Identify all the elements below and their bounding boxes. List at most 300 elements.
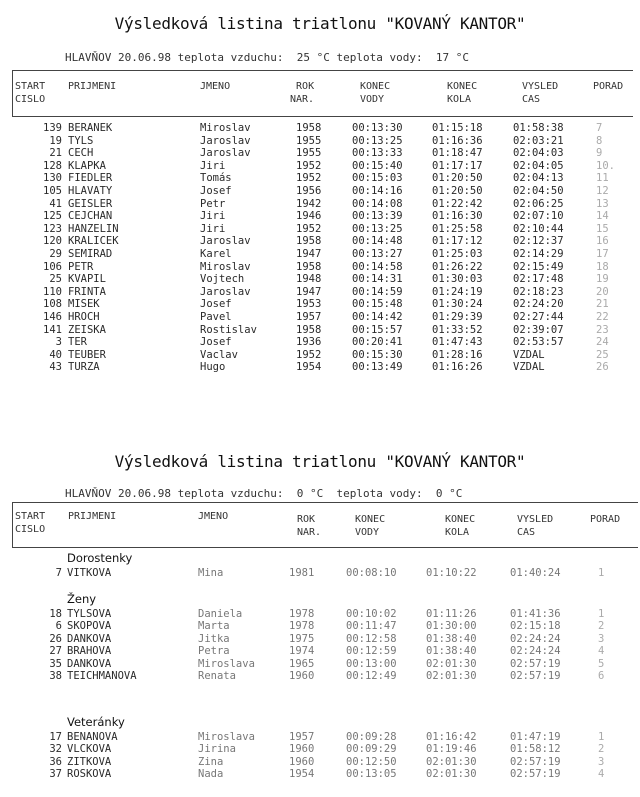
cell-prijmeni: ZITKOVA xyxy=(67,755,112,768)
table-row xyxy=(0,567,640,579)
cell-start: 37 xyxy=(49,768,62,781)
cell-prijmeni: KVAPIL xyxy=(68,273,106,286)
cell-poradi: 20 xyxy=(596,285,609,298)
table-row xyxy=(0,147,640,159)
cell-jmeno: Jaroslav xyxy=(200,235,251,248)
cell-rok: 1974 xyxy=(289,645,315,658)
cell-jmeno: Josef xyxy=(200,298,232,311)
cell-voda: 00:09:29 xyxy=(346,743,397,756)
cell-kolo: 01:30:24 xyxy=(432,298,483,311)
header-kolo: KONEC KOLA xyxy=(445,514,476,538)
cell-rok: 1955 xyxy=(296,134,322,147)
cell-start: 128 xyxy=(43,159,62,172)
cell-prijmeni: SKOPOVA xyxy=(67,620,112,633)
cell-voda: 00:13:30 xyxy=(352,122,403,134)
cell-prijmeni: BERANEK xyxy=(68,122,113,134)
cell-poradi: 8 xyxy=(596,134,603,147)
cell-cas: 02:07:10 xyxy=(513,210,564,223)
cell-kolo: 01:20:50 xyxy=(432,185,483,197)
cell-kolo: 01:28:16 xyxy=(432,348,483,361)
cell-cas: 02:53:57 xyxy=(513,336,564,349)
cell-jmeno: Renata xyxy=(198,670,236,682)
cell-rok: 1958 xyxy=(296,235,322,248)
cell-kolo: 01:16:36 xyxy=(432,134,483,147)
cell-jmeno: Jirina xyxy=(198,743,236,756)
cell-rok: 1952 xyxy=(296,222,322,235)
table-row xyxy=(0,273,640,285)
cell-jmeno: Jaroslav xyxy=(200,134,251,147)
cell-cas: 01:58:38 xyxy=(513,122,564,134)
cell-jmeno: Josef xyxy=(200,336,232,349)
cell-voda: 00:12:50 xyxy=(346,755,397,768)
cell-jmeno: Jiri xyxy=(200,159,226,172)
cell-cas: 01:41:36 xyxy=(510,608,561,620)
cell-rok: 1952 xyxy=(296,172,322,185)
table-row xyxy=(0,658,640,670)
cell-prijmeni: SEMIRAD xyxy=(68,248,113,260)
cell-voda: 00:15:30 xyxy=(352,348,403,361)
header-poradi: PORAD xyxy=(590,514,621,525)
cell-jmeno: Miroslava xyxy=(198,731,255,743)
cell-cas: 02:27:44 xyxy=(513,311,564,323)
cell-cas: 01:58:12 xyxy=(510,743,561,756)
cell-voda: 00:13:25 xyxy=(352,222,403,235)
header-kolo: KONEC KOLA xyxy=(447,81,478,105)
cell-kolo: 01:38:40 xyxy=(426,632,477,645)
table-row xyxy=(0,235,640,247)
header-poradi: PORAD xyxy=(593,81,624,92)
cell-poradi: 9 xyxy=(596,147,603,160)
group-heading: Ženy xyxy=(67,592,97,606)
cell-poradi: 10. xyxy=(596,159,615,172)
cell-start: 120 xyxy=(43,235,62,248)
cell-jmeno: Petra xyxy=(198,645,230,658)
cell-jmeno: Jaroslav xyxy=(200,285,251,298)
cell-kolo: 01:30:03 xyxy=(432,273,483,286)
cell-kolo: 01:38:40 xyxy=(426,645,477,658)
cell-voda: 00:13:00 xyxy=(346,657,397,670)
table-row xyxy=(0,361,640,373)
cell-rok: 1960 xyxy=(289,743,315,756)
cell-start: 7 xyxy=(55,567,62,579)
cell-prijmeni: PETR xyxy=(68,260,94,273)
cell-poradi: 5 xyxy=(598,657,605,670)
cell-cas: 02:04:05 xyxy=(513,159,564,172)
cell-jmeno: Petr xyxy=(200,197,226,210)
cell-cas: 02:14:29 xyxy=(513,248,564,260)
cell-voda: 00:20:41 xyxy=(352,336,403,349)
cell-jmeno: Hugo xyxy=(200,361,226,374)
cell-poradi: 4 xyxy=(598,645,605,658)
cell-cas: 02:24:24 xyxy=(510,632,561,645)
cell-cas: 01:40:24 xyxy=(510,567,561,579)
cell-voda: 00:13:05 xyxy=(346,768,397,781)
cell-poradi: 14 xyxy=(596,210,609,223)
cell-rok: 1975 xyxy=(289,632,315,645)
cell-rok: 1947 xyxy=(296,248,322,260)
cell-rok: 1947 xyxy=(296,285,322,298)
cell-poradi: 16 xyxy=(596,235,609,248)
table-row xyxy=(0,336,640,348)
cell-kolo: 01:19:46 xyxy=(426,743,477,756)
cell-poradi: 11 xyxy=(596,172,609,185)
cell-rok: 1946 xyxy=(296,210,322,223)
cell-jmeno: Karel xyxy=(200,248,232,260)
table-row xyxy=(0,608,640,620)
cell-kolo: 01:22:42 xyxy=(432,197,483,210)
table-row xyxy=(0,349,640,361)
cell-voda: 00:13:27 xyxy=(352,248,403,260)
cell-cas: 02:04:50 xyxy=(513,185,564,197)
cell-kolo: 01:25:58 xyxy=(432,222,483,235)
cell-voda: 00:14:31 xyxy=(352,273,403,286)
cell-start: 141 xyxy=(43,323,62,336)
cell-rok: 1956 xyxy=(296,185,322,197)
cell-prijmeni: TER xyxy=(68,336,87,349)
cell-voda: 00:14:59 xyxy=(352,285,403,298)
cell-poradi: 2 xyxy=(598,620,605,633)
cell-kolo: 01:17:12 xyxy=(432,235,483,248)
cell-prijmeni: KRALICEK xyxy=(68,235,119,248)
cell-jmeno: Vojtech xyxy=(200,273,245,286)
cell-rok: 1954 xyxy=(289,768,315,781)
cell-poradi: 15 xyxy=(596,222,609,235)
cell-cas: 02:04:13 xyxy=(513,172,564,185)
cell-start: 32 xyxy=(49,743,62,756)
cell-jmeno: Rostislav xyxy=(200,323,257,336)
cell-cas: 02:57:19 xyxy=(510,670,561,682)
cell-kolo: 01:24:19 xyxy=(432,285,483,298)
cell-jmeno: Pavel xyxy=(200,311,232,323)
cell-voda: 00:12:58 xyxy=(346,632,397,645)
header-jmeno: JMENO xyxy=(200,81,231,92)
cell-cas: 02:15:49 xyxy=(513,260,564,273)
cell-voda: 00:11:47 xyxy=(346,620,397,633)
cell-voda: 00:14:08 xyxy=(352,197,403,210)
cell-jmeno: Miroslav xyxy=(200,122,251,134)
cell-kolo: 01:16:42 xyxy=(426,731,477,743)
cell-rok: 1936 xyxy=(296,336,322,349)
cell-poradi: 13 xyxy=(596,197,609,210)
cell-prijmeni: TYLSOVA xyxy=(67,608,112,620)
header-voda: KONEC VODY xyxy=(360,81,391,105)
cell-rok: 1958 xyxy=(296,260,322,273)
cell-jmeno: Zina xyxy=(198,755,224,768)
header-voda: KONEC VODY xyxy=(355,514,386,538)
cell-rok: 1955 xyxy=(296,147,322,160)
cell-poradi: 7 xyxy=(596,122,603,134)
cell-cas: 02:57:19 xyxy=(510,768,561,781)
cell-prijmeni: ROSKOVA xyxy=(67,768,112,781)
cell-cas: 02:03:21 xyxy=(513,134,564,147)
cell-jmeno: Mina xyxy=(198,567,224,579)
cell-voda: 00:14:58 xyxy=(352,260,403,273)
cell-jmeno: Jaroslav xyxy=(200,147,251,160)
cell-jmeno: Miroslava xyxy=(198,657,255,670)
cell-start: 25 xyxy=(49,273,62,286)
cell-rok: 1957 xyxy=(296,311,322,323)
cell-cas: 01:47:19 xyxy=(510,731,561,743)
cell-poradi: 18 xyxy=(596,260,609,273)
header-start: START CISLO xyxy=(15,81,46,105)
cell-cas: 02:39:07 xyxy=(513,323,564,336)
cell-poradi: 1 xyxy=(598,608,605,620)
cell-start: 106 xyxy=(43,260,62,273)
cell-poradi: 2 xyxy=(598,743,605,756)
cell-start: 110 xyxy=(43,285,62,298)
cell-cas: 02:12:37 xyxy=(513,235,564,248)
cell-voda: 00:14:48 xyxy=(352,235,403,248)
cell-prijmeni: ZEISKA xyxy=(68,323,106,336)
table-row xyxy=(0,620,640,632)
cell-prijmeni: VLCKOVA xyxy=(67,743,112,756)
cell-kolo: 01:30:00 xyxy=(426,620,477,633)
cell-rok: 1960 xyxy=(289,670,315,682)
cell-jmeno: Jiri xyxy=(200,210,226,223)
cell-rok: 1981 xyxy=(289,567,315,579)
cell-prijmeni: TEUBER xyxy=(68,348,106,361)
cell-start: 139 xyxy=(43,122,62,134)
cell-kolo: 01:25:03 xyxy=(432,248,483,260)
cell-cas: VZDAL xyxy=(513,348,545,361)
cell-start: 19 xyxy=(49,134,62,147)
cell-kolo: 02:01:30 xyxy=(426,755,477,768)
group-heading: Veteránky xyxy=(67,715,125,729)
cell-poradi: 1 xyxy=(598,731,605,743)
cell-prijmeni: FIEDLER xyxy=(68,172,113,185)
cell-kolo: 01:47:43 xyxy=(432,336,483,349)
table-row xyxy=(0,286,640,298)
table-row xyxy=(0,298,640,310)
cell-cas: 02:24:20 xyxy=(513,298,564,311)
cell-poradi: 21 xyxy=(596,298,609,311)
table-row xyxy=(0,743,640,755)
cell-start: 21 xyxy=(49,147,62,160)
cell-kolo: 01:29:39 xyxy=(432,311,483,323)
table-row xyxy=(0,731,640,743)
cell-poradi: 24 xyxy=(596,336,609,349)
cell-poradi: 6 xyxy=(598,670,605,682)
cell-start: 123 xyxy=(43,222,62,235)
cell-start: 36 xyxy=(49,755,62,768)
sheet1-subline: HLAVŇOV 20.06.98 teplota vzduchu: 25 °C teplota vody: 17 °C xyxy=(65,51,469,64)
cell-start: 3 xyxy=(55,336,62,349)
cell-cas: 02:17:48 xyxy=(513,273,564,286)
cell-kolo: 01:16:26 xyxy=(432,361,483,374)
cell-start: 130 xyxy=(43,172,62,185)
cell-prijmeni: CECH xyxy=(68,147,94,160)
cell-rok: 1958 xyxy=(296,323,322,336)
table-row xyxy=(0,122,640,134)
table-row xyxy=(0,633,640,645)
cell-jmeno: Jiri xyxy=(200,222,226,235)
cell-prijmeni: FRINTA xyxy=(68,285,106,298)
header-vysled: VYSLED CAS xyxy=(517,514,554,538)
cell-cas: 02:06:25 xyxy=(513,197,564,210)
cell-start: 26 xyxy=(49,632,62,645)
cell-prijmeni: HLAVATY xyxy=(68,185,113,197)
cell-voda: 00:15:03 xyxy=(352,172,403,185)
cell-rok: 1960 xyxy=(289,755,315,768)
header-prijmeni: PRIJMENI xyxy=(68,511,117,522)
header-jmeno: JMENO xyxy=(198,511,229,522)
cell-voda: 00:13:39 xyxy=(352,210,403,223)
cell-kolo: 01:16:30 xyxy=(432,210,483,223)
cell-start: 27 xyxy=(49,645,62,658)
cell-start: 17 xyxy=(49,731,62,743)
cell-prijmeni: KLAPKA xyxy=(68,159,106,172)
table-row xyxy=(0,645,640,657)
cell-rok: 1952 xyxy=(296,348,322,361)
cell-voda: 00:14:42 xyxy=(352,311,403,323)
cell-rok: 1978 xyxy=(289,620,315,633)
cell-voda: 00:10:02 xyxy=(346,608,397,620)
cell-voda: 00:12:59 xyxy=(346,645,397,658)
cell-poradi: 17 xyxy=(596,248,609,260)
cell-poradi: 26 xyxy=(596,361,609,374)
cell-rok: 1954 xyxy=(296,361,322,374)
cell-rok: 1978 xyxy=(289,608,315,620)
cell-rok: 1958 xyxy=(296,122,322,134)
cell-rok: 1953 xyxy=(296,298,322,311)
cell-poradi: 12 xyxy=(596,185,609,197)
cell-start: 18 xyxy=(49,608,62,620)
cell-cas: 02:10:44 xyxy=(513,222,564,235)
cell-rok: 1952 xyxy=(296,159,322,172)
cell-start: 29 xyxy=(49,248,62,260)
cell-kolo: 02:01:30 xyxy=(426,657,477,670)
cell-voda: 00:13:49 xyxy=(352,361,403,374)
cell-prijmeni: TEICHMANOVA xyxy=(67,670,137,682)
cell-poradi: 25 xyxy=(596,348,609,361)
table-row xyxy=(0,248,640,260)
header-rok: ROK NAR. xyxy=(290,81,315,105)
cell-jmeno: Nada xyxy=(198,768,224,781)
cell-kolo: 01:18:47 xyxy=(432,147,483,160)
cell-rok: 1948 xyxy=(296,273,322,286)
sheet2-subline: HLAVŇOV 20.06.98 teplota vzduchu: 0 °C teplota vody: 0 °C xyxy=(65,487,463,500)
cell-prijmeni: DANKOVA xyxy=(67,632,112,645)
cell-start: 146 xyxy=(43,311,62,323)
cell-poradi: 19 xyxy=(596,273,609,286)
cell-prijmeni: MISEK xyxy=(68,298,100,311)
cell-prijmeni: GEISLER xyxy=(68,197,113,210)
cell-jmeno: Jitka xyxy=(198,632,230,645)
cell-voda: 00:12:49 xyxy=(346,670,397,682)
group-heading: Dorostenky xyxy=(67,551,133,565)
cell-start: 38 xyxy=(49,670,62,682)
cell-cas: 02:57:19 xyxy=(510,755,561,768)
cell-prijmeni: TURZA xyxy=(68,361,100,374)
cell-voda: 00:15:57 xyxy=(352,323,403,336)
cell-kolo: 02:01:30 xyxy=(426,768,477,781)
cell-start: 6 xyxy=(55,620,62,633)
cell-jmeno: Marta xyxy=(198,620,230,633)
cell-cas: VZDAL xyxy=(513,361,545,374)
cell-rok: 1942 xyxy=(296,197,322,210)
cell-rok: 1965 xyxy=(289,657,315,670)
cell-cas: 02:04:03 xyxy=(513,147,564,160)
cell-poradi: 1 xyxy=(598,567,605,579)
cell-rok: 1957 xyxy=(289,731,315,743)
cell-start: 108 xyxy=(43,298,62,311)
table-row xyxy=(0,185,640,197)
cell-prijmeni: BRAHOVA xyxy=(67,645,112,658)
cell-jmeno: Miroslav xyxy=(200,260,251,273)
cell-prijmeni: BENANOVA xyxy=(67,731,118,743)
cell-voda: 00:13:33 xyxy=(352,147,403,160)
cell-prijmeni: DANKOVA xyxy=(67,657,112,670)
cell-start: 41 xyxy=(49,197,62,210)
table-row xyxy=(0,324,640,336)
header-rok: ROK NAR. xyxy=(297,514,322,538)
cell-poradi: 22 xyxy=(596,311,609,323)
header-start: START CISLO xyxy=(15,511,46,535)
cell-prijmeni: CEJCHAN xyxy=(68,210,113,223)
cell-cas: 02:24:24 xyxy=(510,645,561,658)
sheet1-title: Výsledková listina triatlonu "KOVANÝ KANTOR" xyxy=(114,14,526,33)
cell-prijmeni: TYLS xyxy=(68,134,94,147)
cell-kolo: 01:17:17 xyxy=(432,159,483,172)
sheet2-title: Výsledková listina triatlonu "KOVANÝ KANTOR" xyxy=(114,452,526,471)
table-row xyxy=(0,172,640,184)
cell-jmeno: Tomás xyxy=(200,172,232,185)
cell-kolo: 01:15:18 xyxy=(432,122,483,134)
table-row xyxy=(0,210,640,222)
cell-poradi: 3 xyxy=(598,632,605,645)
cell-start: 40 xyxy=(49,348,62,361)
cell-prijmeni: HANZELIN xyxy=(68,222,119,235)
cell-start: 43 xyxy=(49,361,62,374)
cell-start: 35 xyxy=(49,657,62,670)
table-row xyxy=(0,670,640,682)
cell-voda: 00:09:28 xyxy=(346,731,397,743)
cell-voda: 00:13:25 xyxy=(352,134,403,147)
cell-voda: 00:15:40 xyxy=(352,159,403,172)
cell-start: 105 xyxy=(43,185,62,197)
cell-voda: 00:14:16 xyxy=(352,185,403,197)
cell-kolo: 01:20:50 xyxy=(432,172,483,185)
cell-poradi: 4 xyxy=(598,768,605,781)
cell-kolo: 01:11:26 xyxy=(426,608,477,620)
cell-poradi: 3 xyxy=(598,755,605,768)
cell-voda: 00:08:10 xyxy=(346,567,397,579)
cell-prijmeni: VITKOVA xyxy=(67,567,112,579)
cell-jmeno: Daniela xyxy=(198,608,243,620)
table-row xyxy=(0,311,640,323)
cell-cas: 02:57:19 xyxy=(510,657,561,670)
cell-prijmeni: HROCH xyxy=(68,311,100,323)
cell-kolo: 02:01:30 xyxy=(426,670,477,682)
table-row xyxy=(0,768,640,780)
table-row xyxy=(0,160,640,172)
cell-jmeno: Vaclav xyxy=(200,348,238,361)
table-row xyxy=(0,135,640,147)
cell-jmeno: Josef xyxy=(200,185,232,197)
cell-kolo: 01:26:22 xyxy=(432,260,483,273)
cell-kolo: 01:33:52 xyxy=(432,323,483,336)
header-prijmeni: PRIJMENI xyxy=(68,81,117,92)
cell-cas: 02:15:18 xyxy=(510,620,561,633)
cell-voda: 00:15:48 xyxy=(352,298,403,311)
header-vysled: VYSLED CAS xyxy=(522,81,559,105)
table-row xyxy=(0,223,640,235)
cell-poradi: 23 xyxy=(596,323,609,336)
cell-start: 125 xyxy=(43,210,62,223)
table-row xyxy=(0,756,640,768)
table-row xyxy=(0,198,640,210)
cell-cas: 02:18:23 xyxy=(513,285,564,298)
